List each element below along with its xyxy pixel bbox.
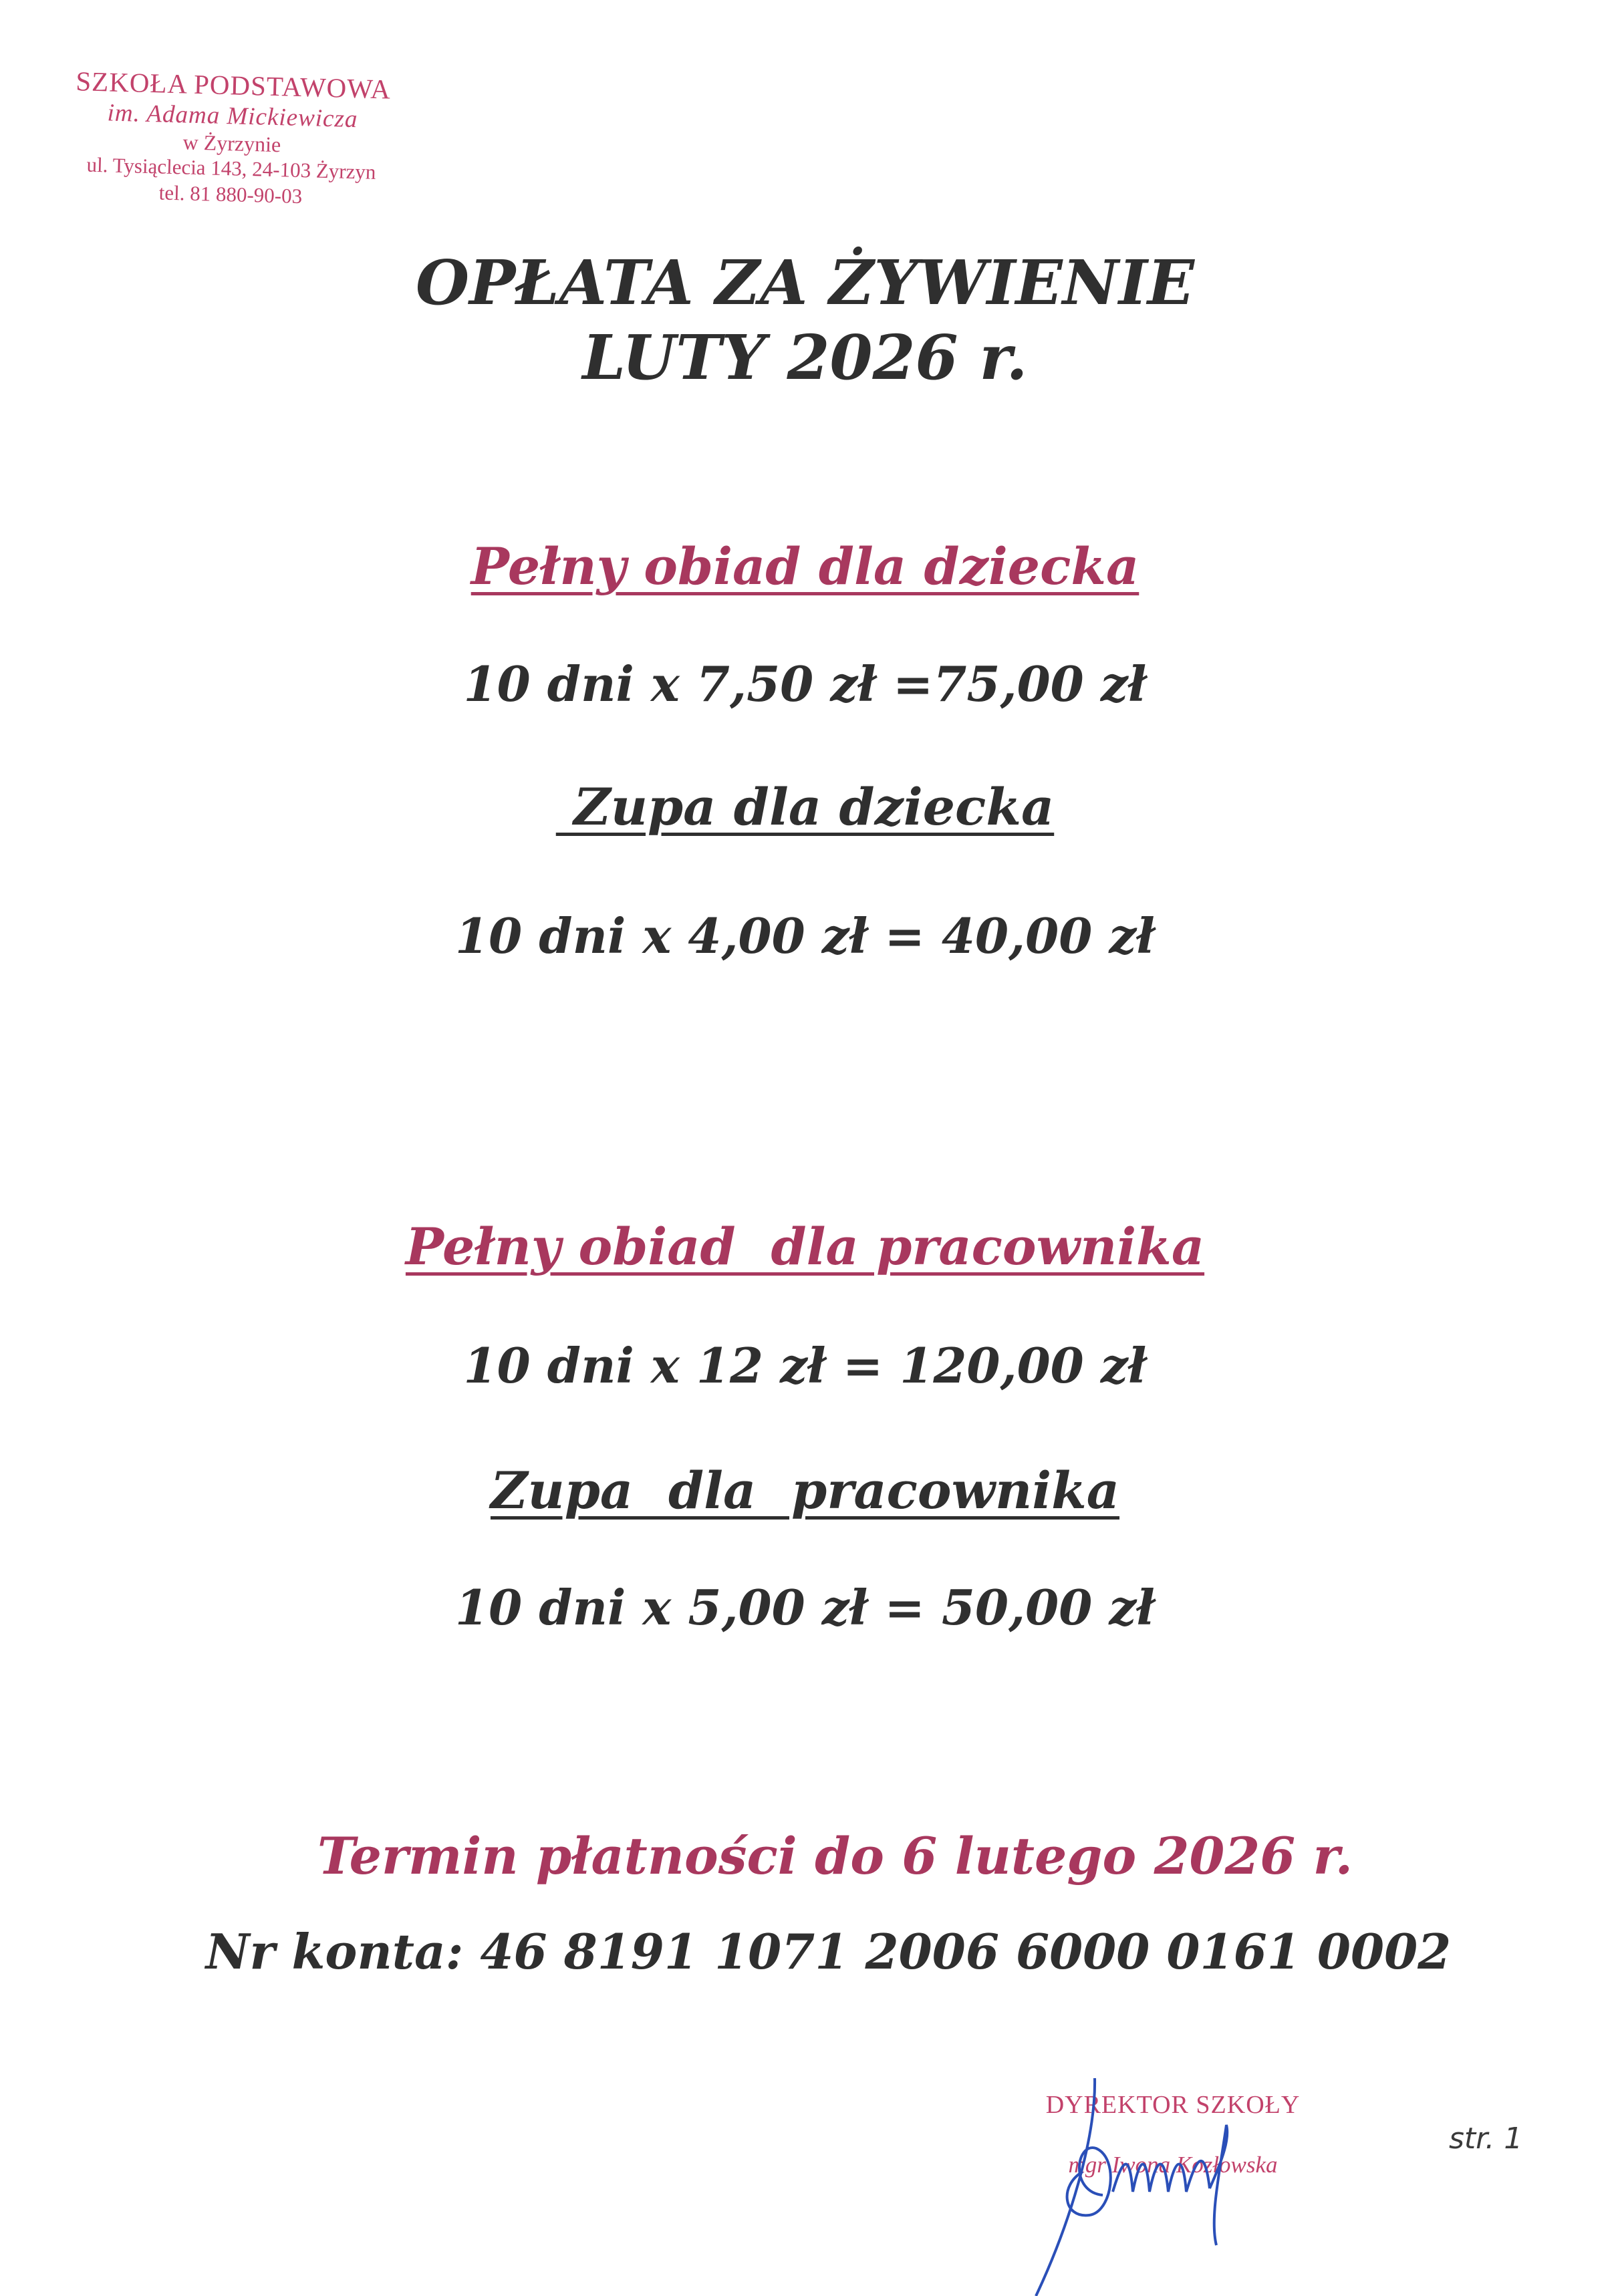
calc-staff-soup: 10 dni x 5,00 zł = 50,00 zł (455, 1579, 1155, 1636)
calc-staff-lunch: 10 dni x 12 zł = 120,00 zł (463, 1337, 1147, 1394)
director-name: mgr Iwona Kozłowska (1068, 2152, 1278, 2178)
calc-child-soup: 10 dni x 4,00 zł = 40,00 zł (455, 907, 1155, 964)
school-name: SZKOŁA PODSTAWOWA (75, 65, 392, 105)
school-stamp (43, 63, 421, 212)
calc-child-lunch: 10 dni x 7,50 zł =75,00 zł (463, 656, 1147, 712)
bank-account: Nr konta: 46 8191 1071 2006 6000 0161 0002 (205, 1923, 1452, 1980)
school-town: w Żyrzynie (182, 130, 281, 157)
signature-icon (996, 2058, 1283, 2296)
school-address: ul. Tysiąclecia 143, 24-103 Żyrzyn (86, 152, 376, 184)
page-title: OPŁATA ZA ŻYWIENIE (416, 247, 1194, 319)
director-title: DYREKTOR SZKOŁY (1045, 2091, 1301, 2119)
school-phone: tel. 81 880-90-03 (158, 180, 303, 208)
section-heading-staff-lunch: Pełny obiad dla pracownika (405, 1217, 1205, 1276)
school-patron: im. Adama Mickiewicza (107, 99, 358, 134)
payment-deadline: Termin płatności do 6 lutego 2026 r. (317, 1826, 1353, 1886)
section-heading-child-lunch: Pełny obiad dla dziecka (471, 537, 1139, 596)
section-heading-staff-soup: Zupa dla pracownika (490, 1461, 1120, 1520)
section-heading-child-soup: Zupa dla dziecka (555, 777, 1055, 837)
page-number: str. 1 (1449, 2122, 1523, 2156)
page-subtitle: LUTY 2026 r. (582, 321, 1028, 394)
